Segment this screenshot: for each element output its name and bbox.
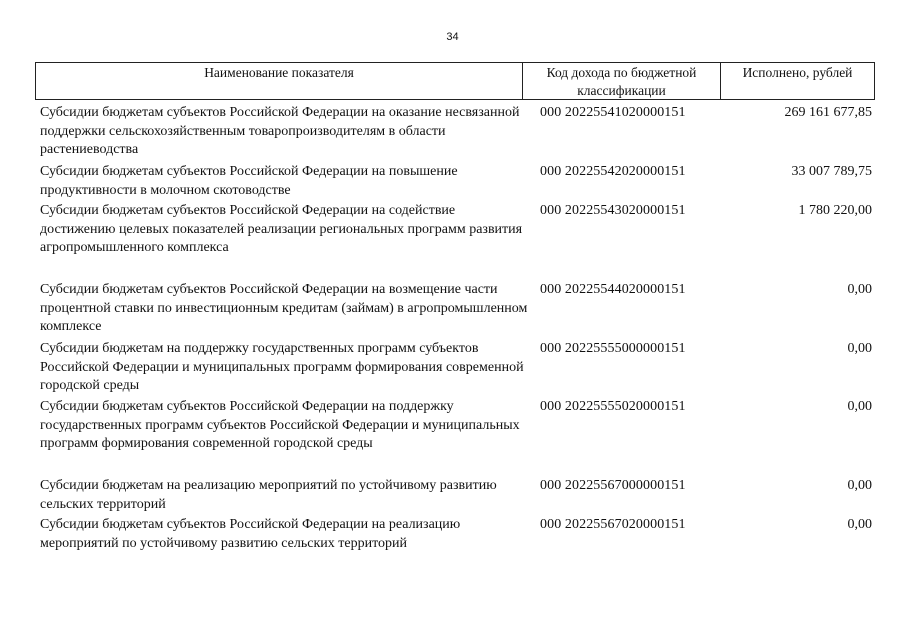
row-code: 000 20225543020000151 — [540, 203, 686, 218]
header-name: Наименование показателя — [36, 63, 523, 99]
row-code: 000 20225567000000151 — [540, 478, 686, 493]
row-name: Субсидии бюджетам на поддержку государственных программ субъектов Российской Федерации и муниципальных программ формирования современной городской среды — [40, 341, 524, 393]
row-amount: 0,00 — [847, 478, 872, 493]
row-amount: 0,00 — [847, 399, 872, 414]
header-amount: Исполнено, рублей — [742, 65, 853, 80]
row-amount: 0,00 — [847, 282, 872, 297]
row-code: 000 20225555020000151 — [540, 399, 686, 414]
row-name: Субсидии бюджетам субъектов Российской Федерации на содействие достижению целевых показателей реализации региональных программ развития агропромышленного комплекса — [40, 203, 523, 255]
row-name: Субсидии бюджетам субъектов Российской Федерации на реализацию мероприятий по устойчивому развитию сельских территорий — [40, 517, 461, 551]
row-code: 000 20225544020000151 — [540, 282, 686, 297]
row-name: Субсидии бюджетам на реализацию мероприятий по устойчивому развитию сельских территорий — [40, 478, 497, 512]
header-code: Код дохода по бюджетной классификации — [523, 63, 721, 99]
row-code: 000 20225542020000151 — [540, 164, 686, 179]
row-amount: 1 780 220,00 — [798, 203, 872, 218]
row-amount: 0,00 — [847, 341, 872, 356]
row-name: Субсидии бюджетам субъектов Российской Федерации на повышение продуктивности в молочном скотоводстве — [40, 164, 458, 198]
row-amount: 0,00 — [847, 517, 872, 532]
row-name: Субсидии бюджетам субъектов Российской Федерации на возмещение части процентной ставки по инвестиционным кредитам (займам) в агропромышленном комплексе — [40, 282, 528, 334]
row-code: 000 20225541020000151 — [540, 105, 686, 120]
page-number: 34 — [446, 31, 459, 43]
row-amount: 33 007 789,75 — [791, 164, 872, 179]
row-name: Субсидии бюджетам субъектов Российской Федерации на оказание несвязанной поддержки сельскохозяйственным товаропроизводителям в области растениеводства — [40, 105, 520, 157]
row-code: 000 20225555000000151 — [540, 341, 686, 356]
row-name: Субсидии бюджетам субъектов Российской Федерации на поддержку государственных программ субъектов Российской Федерации и муниципальных программ формирования современной городской среды — [40, 399, 520, 451]
row-amount: 269 161 677,85 — [784, 105, 872, 120]
row-code: 000 20225567020000151 — [540, 517, 686, 532]
